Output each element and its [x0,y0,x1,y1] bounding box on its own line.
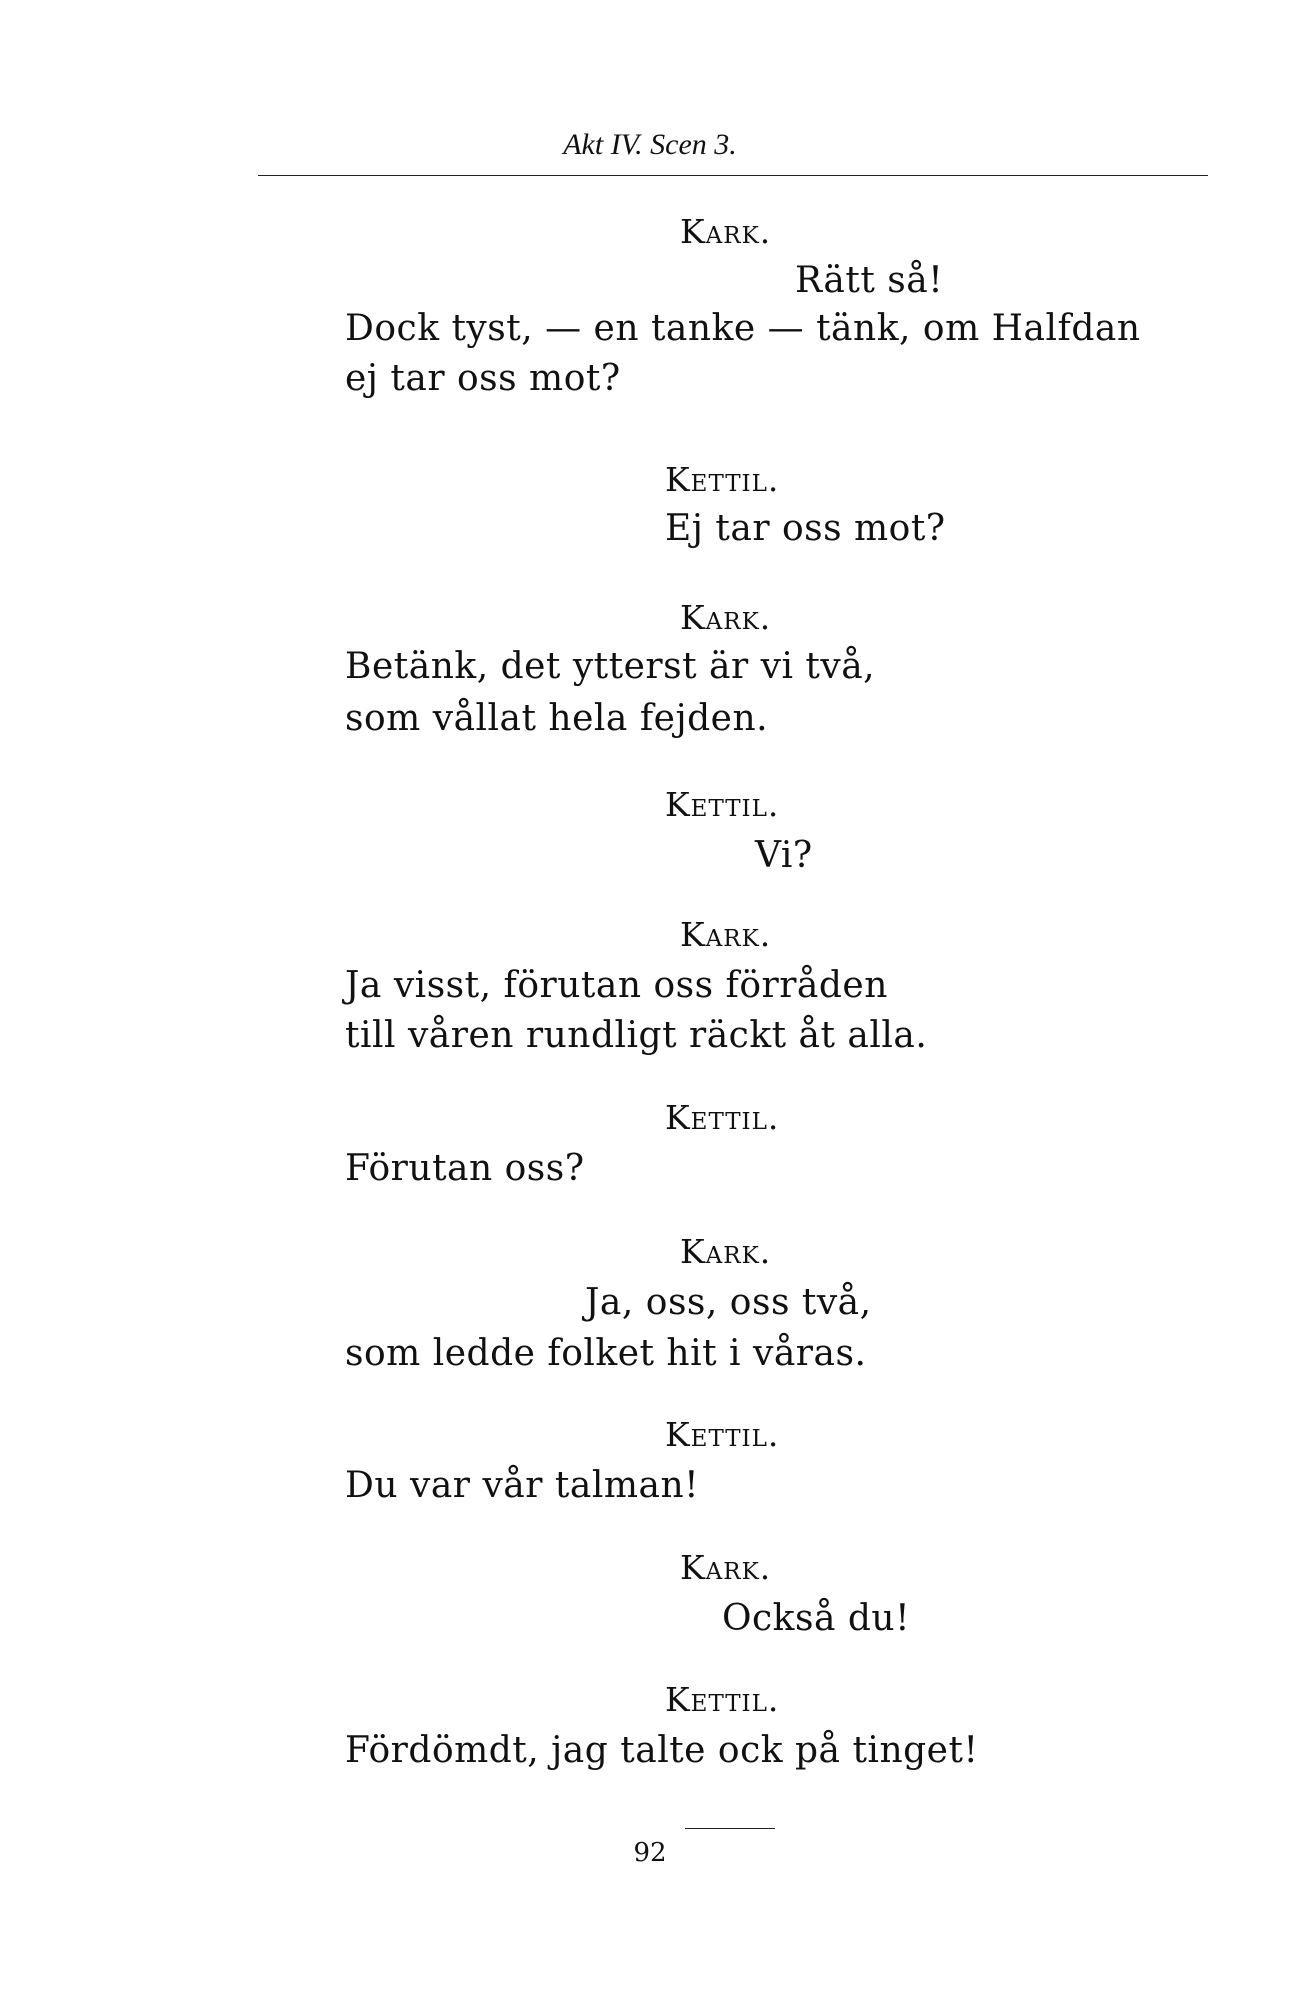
running-header: Akt IV. Scen 3. [563,128,737,161]
verse-line: Rätt så! [795,260,944,301]
verse-line: som ledde folket hit i våras. [345,1333,867,1374]
speaker-name: Kark. [680,1232,772,1271]
speaker-name: Kettil. [665,1098,780,1137]
verse-line: Ja, oss, oss två, [585,1282,872,1323]
verse-line: som vållat hela fejden. [345,698,769,739]
verse-line: Fördömdt, jag talte ock på tinget! [345,1730,979,1771]
speaker-name: Kettil. [665,785,780,824]
speaker-name: Kettil. [665,460,780,499]
speaker-name: Kark. [680,915,772,954]
verse-line: Också du! [722,1598,911,1639]
page-number: 92 [633,1838,667,1868]
speaker-name: Kettil. [665,1415,780,1454]
verse-line: ej tar oss mot? [345,358,621,399]
verse-line: Du var vår talman! [345,1465,700,1506]
speaker-name: Kark. [680,598,772,637]
verse-line: Förutan oss? [345,1148,585,1189]
verse-line: till våren rundligt räckt åt alla. [345,1015,928,1056]
speaker-name: Kark. [680,1548,772,1587]
verse-line: Vi? [755,835,813,876]
verse-line: Ja visst, förutan oss förråden [345,965,888,1006]
verse-line: Betänk, det ytterst är vi två, [345,646,876,687]
speaker-name: Kettil. [665,1680,780,1719]
footer-rule [685,1828,775,1829]
verse-line: Ej tar oss mot? [665,508,946,549]
header-rule [258,175,1208,176]
speaker-name: Kark. [680,212,772,251]
verse-line: Dock tyst, — en tanke — tänk, om Halfdan [345,308,1141,349]
